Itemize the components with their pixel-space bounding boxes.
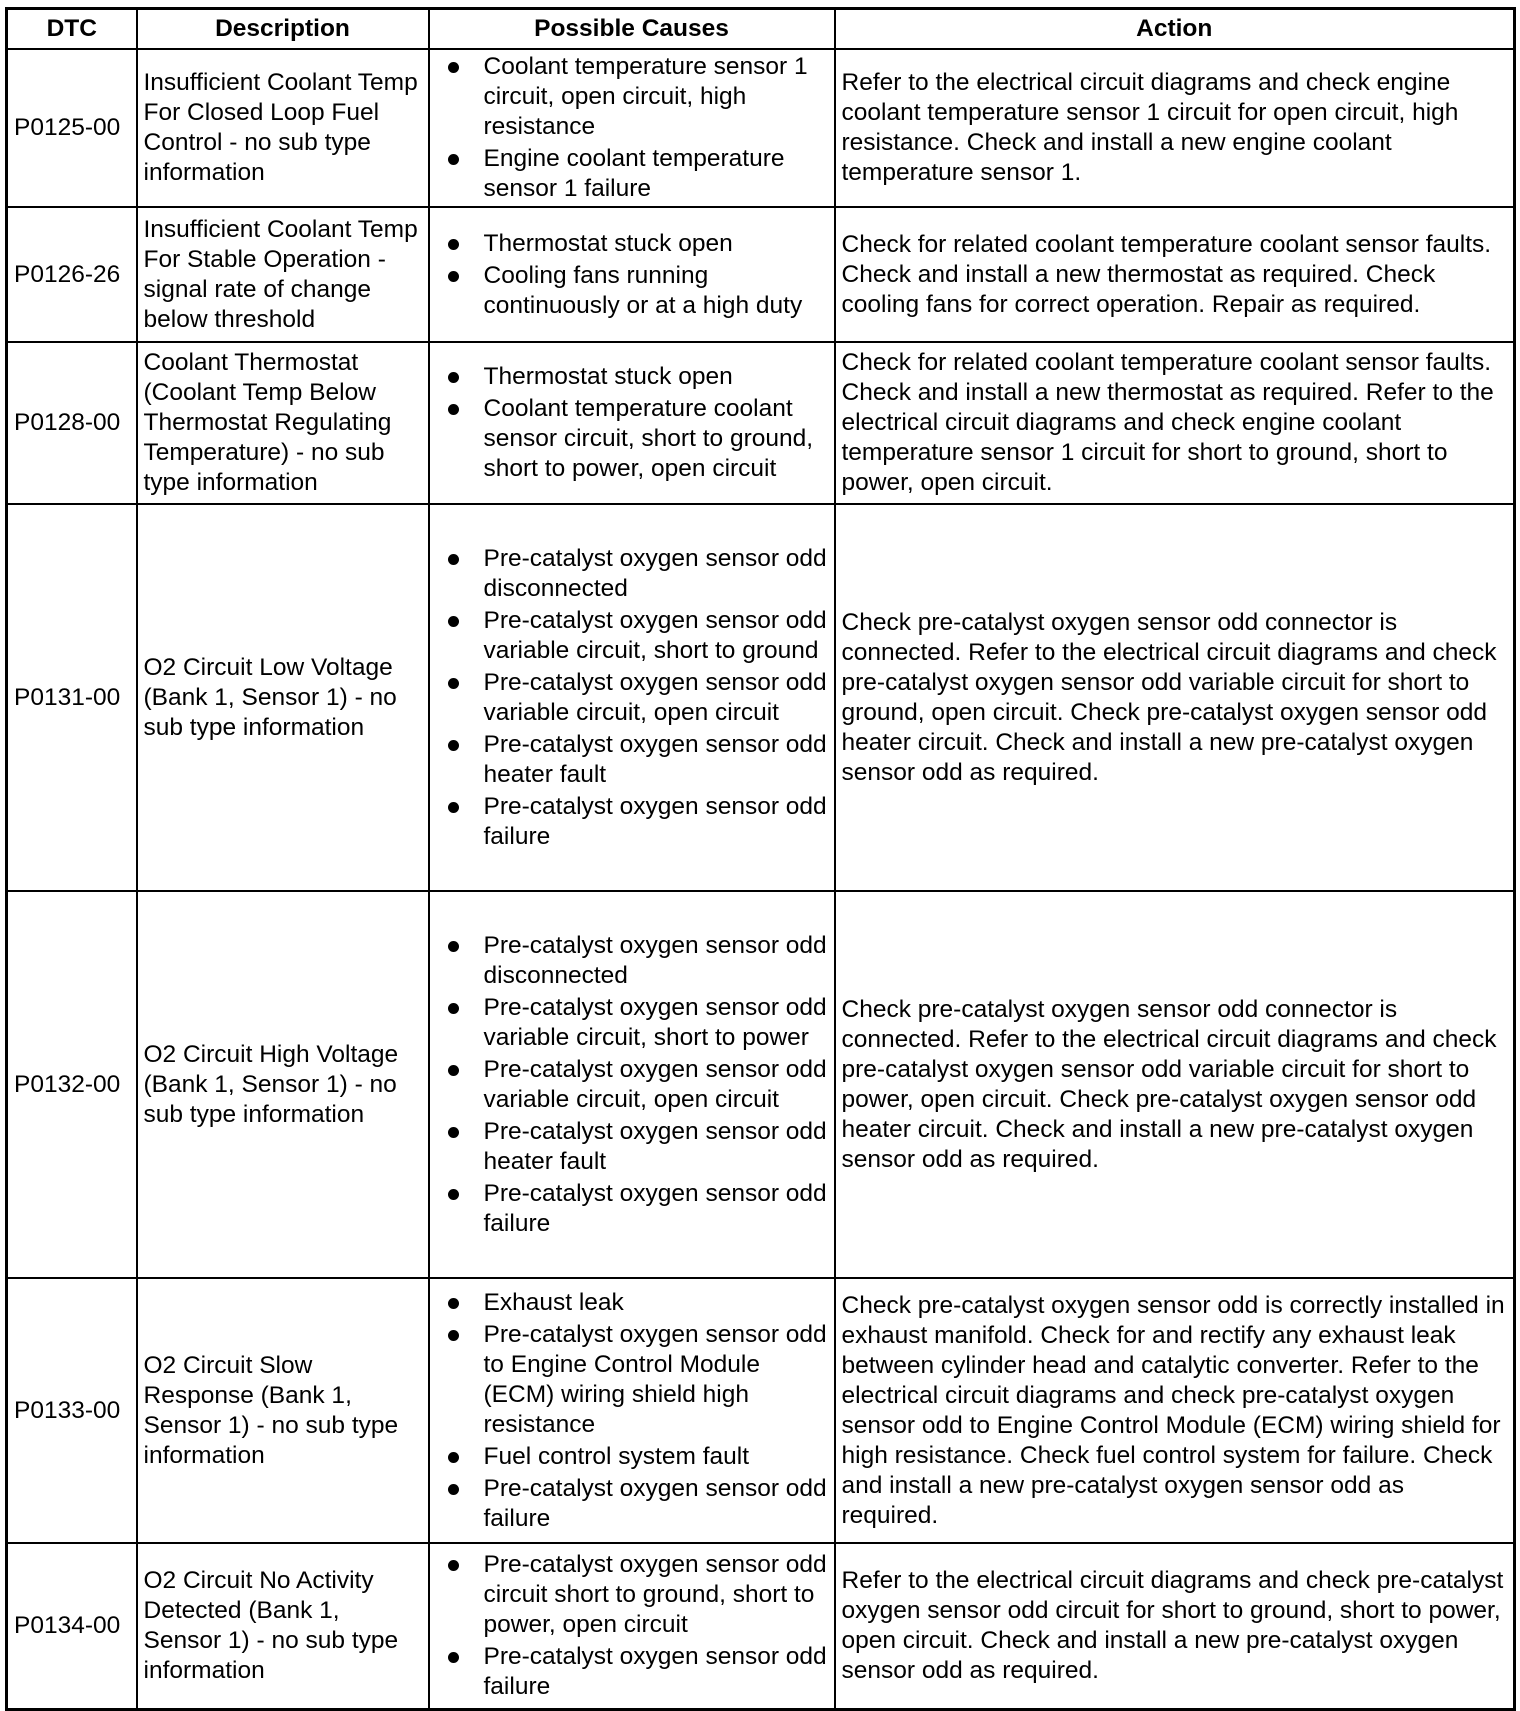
- action: Check pre-catalyst oxygen sensor odd connector is connected. Refer to the electrical circuit diagrams and check pre-catalyst oxygen sensor odd variable circuit for short to power, open circuit. Check pre-catalyst oxygen sensor odd heater circuit. Check and install a new pre-catalyst oxygen sensor odd as required.: [835, 891, 1515, 1278]
- causes-list: [436, 229, 828, 321]
- header-description: Description: [137, 9, 429, 50]
- table-row: [7, 1543, 1515, 1709]
- dtc-code: P0131-00: [7, 504, 137, 891]
- action: Refer to the electrical circuit diagrams and check pre-catalyst oxygen sensor odd circuit for short to ground, short to power, open circuit. Check and install a new pre-catalyst oxygen sensor odd as required.: [835, 1543, 1515, 1709]
- causes-list: [436, 1550, 828, 1702]
- causes-list: [436, 1288, 828, 1534]
- action: Check pre-catalyst oxygen sensor odd is correctly installed in exhaust manifold. Check for and rectify any exhaust leak between cylinder head and catalytic converter. Refer to the electrical circuit diagrams and check pre-catalyst oxygen sensor odd to Engine Control Module (ECM) wiring shield for high resistance. Check fuel control system for failure. Check and install a new pre-catalyst oxygen sensor odd as required.: [835, 1278, 1515, 1543]
- cause-item: Pre-catalyst oxygen sensor odd heater fault: [483, 730, 827, 788]
- header-action: Action: [835, 9, 1515, 50]
- description: O2 Circuit Slow Response (Bank 1, Sensor 1) - no sub type information: [137, 1278, 429, 1543]
- description: O2 Circuit High Voltage (Bank 1, Sensor 1) - no sub type information: [137, 891, 429, 1278]
- possible-causes: [429, 342, 835, 504]
- cause-item: Pre-catalyst oxygen sensor odd disconnected: [483, 544, 827, 602]
- causes-list: [436, 52, 828, 204]
- action: Check for related coolant temperature coolant sensor faults. Check and install a new thermostat as required. Refer to the electrical circuit diagrams and check engine coolant temperature sensor 1 circuit for short to ground, short to power, open circuit.: [835, 342, 1515, 504]
- cause-item: Fuel control system fault: [484, 1442, 828, 1472]
- dtc-code: P0132-00: [7, 891, 137, 1278]
- possible-causes: [429, 1278, 835, 1543]
- cause-item: Pre-catalyst oxygen sensor odd variable circuit, open circuit: [483, 668, 827, 726]
- cause-item: Cooling fans running continuously or at a high duty: [484, 261, 828, 321]
- header-dtc: DTC: [7, 9, 137, 50]
- table-row: [7, 1278, 1515, 1543]
- cause-item: Pre-catalyst oxygen sensor odd to Engine Control Module (ECM) wiring shield high resistance: [483, 1320, 827, 1438]
- cause-item: Coolant temperature sensor 1 circuit, open circuit, high resistance: [484, 52, 828, 142]
- table-row: [7, 342, 1515, 504]
- header-row: [7, 9, 1515, 50]
- description: O2 Circuit No Activity Detected (Bank 1, Sensor 1) - no sub type information: [137, 1543, 429, 1709]
- table-row: [7, 207, 1515, 342]
- dtc-code: P0133-00: [7, 1278, 137, 1543]
- table-row: [7, 891, 1515, 1278]
- description: Insufficient Coolant Temp For Stable Operation - signal rate of change below threshold: [137, 207, 429, 342]
- cause-item: Pre-catalyst oxygen sensor odd disconnected: [483, 931, 827, 989]
- causes-list: [436, 544, 828, 852]
- cause-item: Exhaust leak: [484, 1288, 828, 1318]
- cause-item: Pre-catalyst oxygen sensor odd heater fault: [483, 1117, 827, 1175]
- dtc-table: [5, 7, 1516, 1711]
- cause-item: Pre-catalyst oxygen sensor odd failure: [483, 1474, 827, 1532]
- description: Insufficient Coolant Temp For Closed Loop Fuel Control - no sub type information: [137, 49, 429, 207]
- dtc-code: P0134-00: [7, 1543, 137, 1709]
- causes-list: [436, 362, 828, 484]
- table-row: [7, 504, 1515, 891]
- possible-causes: [429, 1543, 835, 1709]
- dtc-code: P0128-00: [7, 342, 137, 504]
- dtc-code: P0126-26: [7, 207, 137, 342]
- table-row: [7, 49, 1515, 207]
- action: Check pre-catalyst oxygen sensor odd connector is connected. Refer to the electrical circuit diagrams and check pre-catalyst oxygen sensor odd variable circuit for short to ground, open circuit. Check pre-catalyst oxygen sensor odd heater circuit. Check and install a new pre-catalyst oxygen sensor odd as required.: [835, 504, 1515, 891]
- table-header: [7, 9, 1515, 50]
- description: O2 Circuit Low Voltage (Bank 1, Sensor 1) - no sub type information: [137, 504, 429, 891]
- table-body: [7, 49, 1515, 1709]
- possible-causes: [429, 891, 835, 1278]
- cause-item: Pre-catalyst oxygen sensor odd failure: [483, 1642, 827, 1700]
- cause-item: Pre-catalyst oxygen sensor odd variable circuit, short to power: [483, 993, 827, 1051]
- cause-item: Engine coolant temperature sensor 1 failure: [484, 144, 828, 204]
- cause-item: Thermostat stuck open: [484, 362, 828, 392]
- possible-causes: [429, 207, 835, 342]
- causes-list: [436, 931, 828, 1239]
- cause-item: Thermostat stuck open: [484, 229, 828, 259]
- action: Check for related coolant temperature coolant sensor faults. Check and install a new thermostat as required. Check cooling fans for correct operation. Repair as required.: [835, 207, 1515, 342]
- description: Coolant Thermostat (Coolant Temp Below Thermostat Regulating Temperature) - no sub type information: [137, 342, 429, 504]
- cause-item: Pre-catalyst oxygen sensor odd failure: [483, 792, 827, 850]
- action: Refer to the electrical circuit diagrams and check engine coolant temperature sensor 1 circuit for open circuit, high resistance. Check and install a new engine coolant temperature sensor 1.: [835, 49, 1515, 207]
- possible-causes: [429, 504, 835, 891]
- cause-item: Pre-catalyst oxygen sensor odd variable circuit, short to ground: [483, 606, 827, 664]
- header-possible-causes: Possible Causes: [429, 9, 835, 50]
- cause-item: Pre-catalyst oxygen sensor odd circuit short to ground, short to power, open circuit: [483, 1550, 827, 1638]
- possible-causes: [429, 49, 835, 207]
- cause-item: Coolant temperature coolant sensor circuit, short to ground, short to power, open circuit: [484, 394, 828, 484]
- cause-item: Pre-catalyst oxygen sensor odd variable circuit, open circuit: [483, 1055, 827, 1113]
- cause-item: Pre-catalyst oxygen sensor odd failure: [483, 1179, 827, 1237]
- dtc-code: P0125-00: [7, 49, 137, 207]
